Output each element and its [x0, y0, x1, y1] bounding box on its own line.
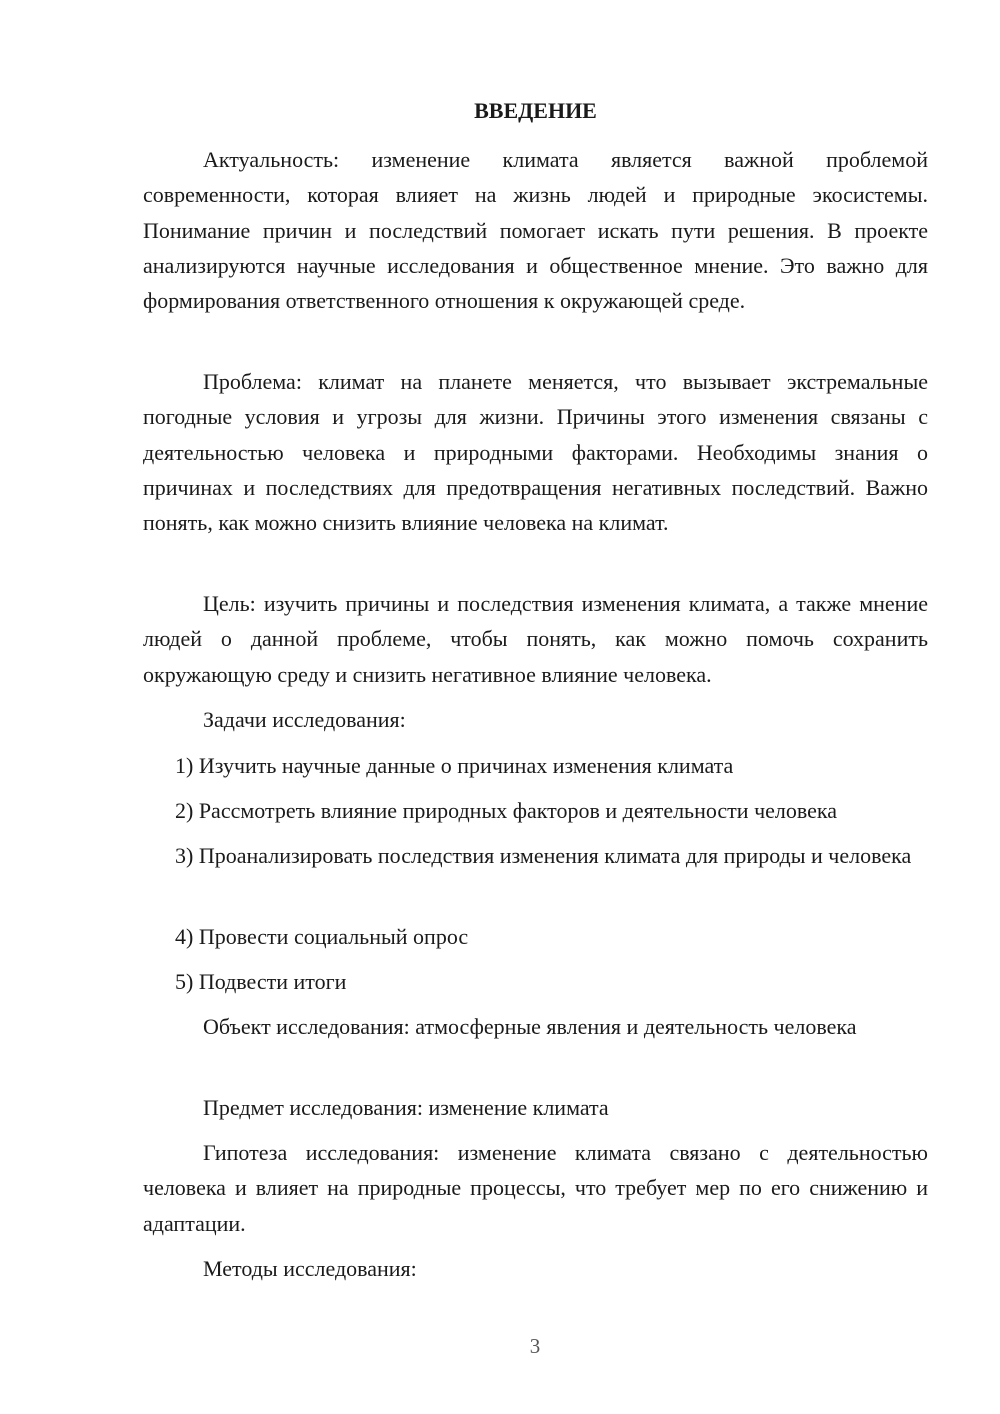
research-object-paragraph: Объект исследования: атмосферные явления и деятельность человека	[203, 1014, 857, 1039]
task-item: 4) Провести социальный опрос	[175, 924, 469, 949]
page-number: 3	[529, 1334, 541, 1358]
task-item: 1) Изучить научные данные о причинах изменения климата	[175, 753, 734, 778]
section-title: ВВЕДЕНИЕ	[474, 98, 597, 123]
task-item: 3) Проанализировать последствия изменения климата для природы и человека	[175, 843, 912, 868]
hypothesis-paragraph: Гипотеза исследования: изменение климата связано с деятельностью человека и влияет на природные процессы, что требует мер по его снижению и адаптации.	[143, 1140, 928, 1236]
relevance-paragraph: Актуальность: изменение климата является важной проблемой современности, которая влияет на жизнь людей и природные экосистемы. Понимание причин и последствий помогает искать пути решения. В проекте анализируются научные исследования и общественное мнение. Это важно для формирования ответственного отношения к окружающей среде.	[143, 147, 928, 314]
methods-heading: Методы исследования:	[203, 1256, 417, 1281]
task-item: 5) Подвести итоги	[175, 969, 347, 994]
goal-paragraph: Цель: изучить причины и последствия изменения климата, а также мнение людей о данной проблеме, чтобы понять, как можно помочь сохранить окружающую среду и снизить негативное влияние человека.	[143, 591, 928, 687]
tasks-heading: Задачи исследования:	[203, 707, 406, 732]
task-item: 2) Рассмотреть влияние природных факторов и деятельности человека	[175, 798, 838, 823]
problem-paragraph: Проблема: климат на планете меняется, что вызывает экстремальные погодные условия и угрозы для жизни. Причины этого изменения связаны с деятельностью человека и природными факторами. Необходимы знания о причинах и последствиях для предотвращения негативных последствий. Важно понять, как можно снизить влияние человека на климат.	[143, 369, 928, 536]
research-subject-paragraph: Предмет исследования: изменение климата	[203, 1095, 609, 1120]
